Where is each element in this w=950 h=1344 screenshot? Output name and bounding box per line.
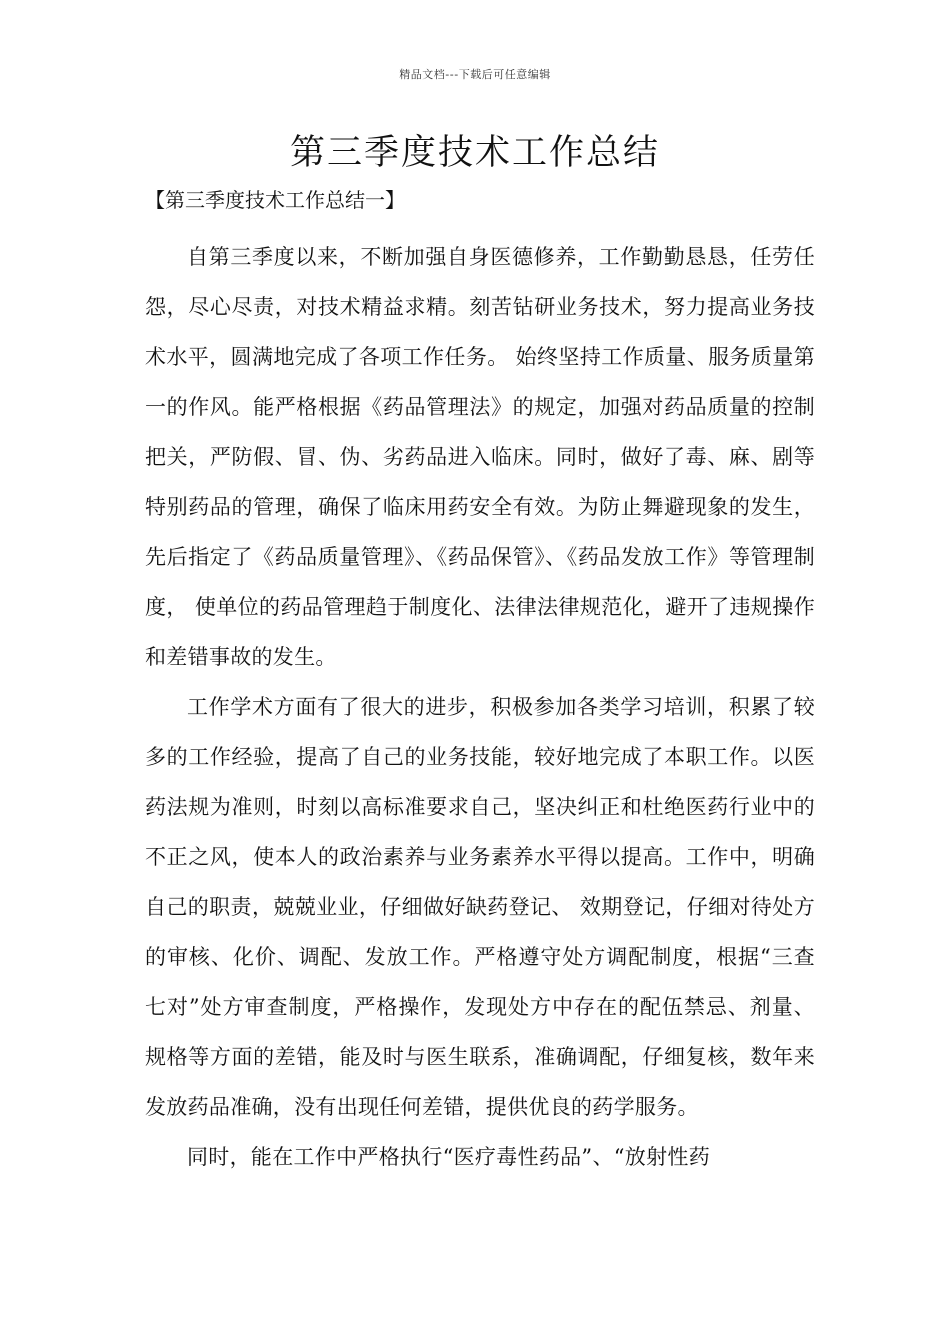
paragraph-3: 同时，能在工作中严格执行“医疗毒性药品”、“放射性药 [187, 1145, 711, 1169]
document-body [145, 232, 815, 1182]
document-title: 第三季度技术工作总结 [289, 133, 660, 173]
header-note: 精品文档---下载后可任意编辑 [399, 68, 551, 81]
section-heading: 【第三季度技术工作总结一】 [145, 188, 405, 212]
paragraph-2: 工作学术方面有了很大的进步，积极参加各类学习培训，积累了较多的工作经验，提高了自己的业务技能，较好地完成了本职工作。以医药法规为准则，时刻以高标准要求自己，坚决纠正和杜绝医药行业中的不正之风，使本人的政治素养与业务素养水平得以提高。工作中，明确自己的职责，兢兢业业，仔细做好缺药登记、 效期登记，仔细对待处方的审核、化价、调配、发放工作。严格遵守处方调配制度，根据“三查七对”处方审查制度，严格操作，发现处方中存在的配伍禁忌、剂量、规格等方面的差错，能及时与医生联系，准确调配，仔细复核，数年来发放药品准确，没有出现任何差错，提供优良的药学服务。 [145, 695, 815, 1119]
paragraph-1: 自第三季度以来，不断加强自身医德修养，工作勤勤恳恳，任劳任怨，尽心尽责，对技术精益求精。刻苦钻研业务技术，努力提高业务技术水平，圆满地完成了各项工作任务。 始终坚持工作质量、服务质量第一的作风。能严格根据《药品管理法》的规定，加强对药品质量的控制把关，严防假、冒、伪、劣药品进入临床。同时，做好了毒、麻、剧等特别药品的管理，确保了临床用药安全有效。为防止舞避现象的发生，先后指定了《药品质量管理》、《药品保管》、《药品发放工作》等管理制度， 使单位的药品管理趋于制度化、法律法律规范化，避开了违规操作和差错事故的发生。 [145, 245, 815, 669]
